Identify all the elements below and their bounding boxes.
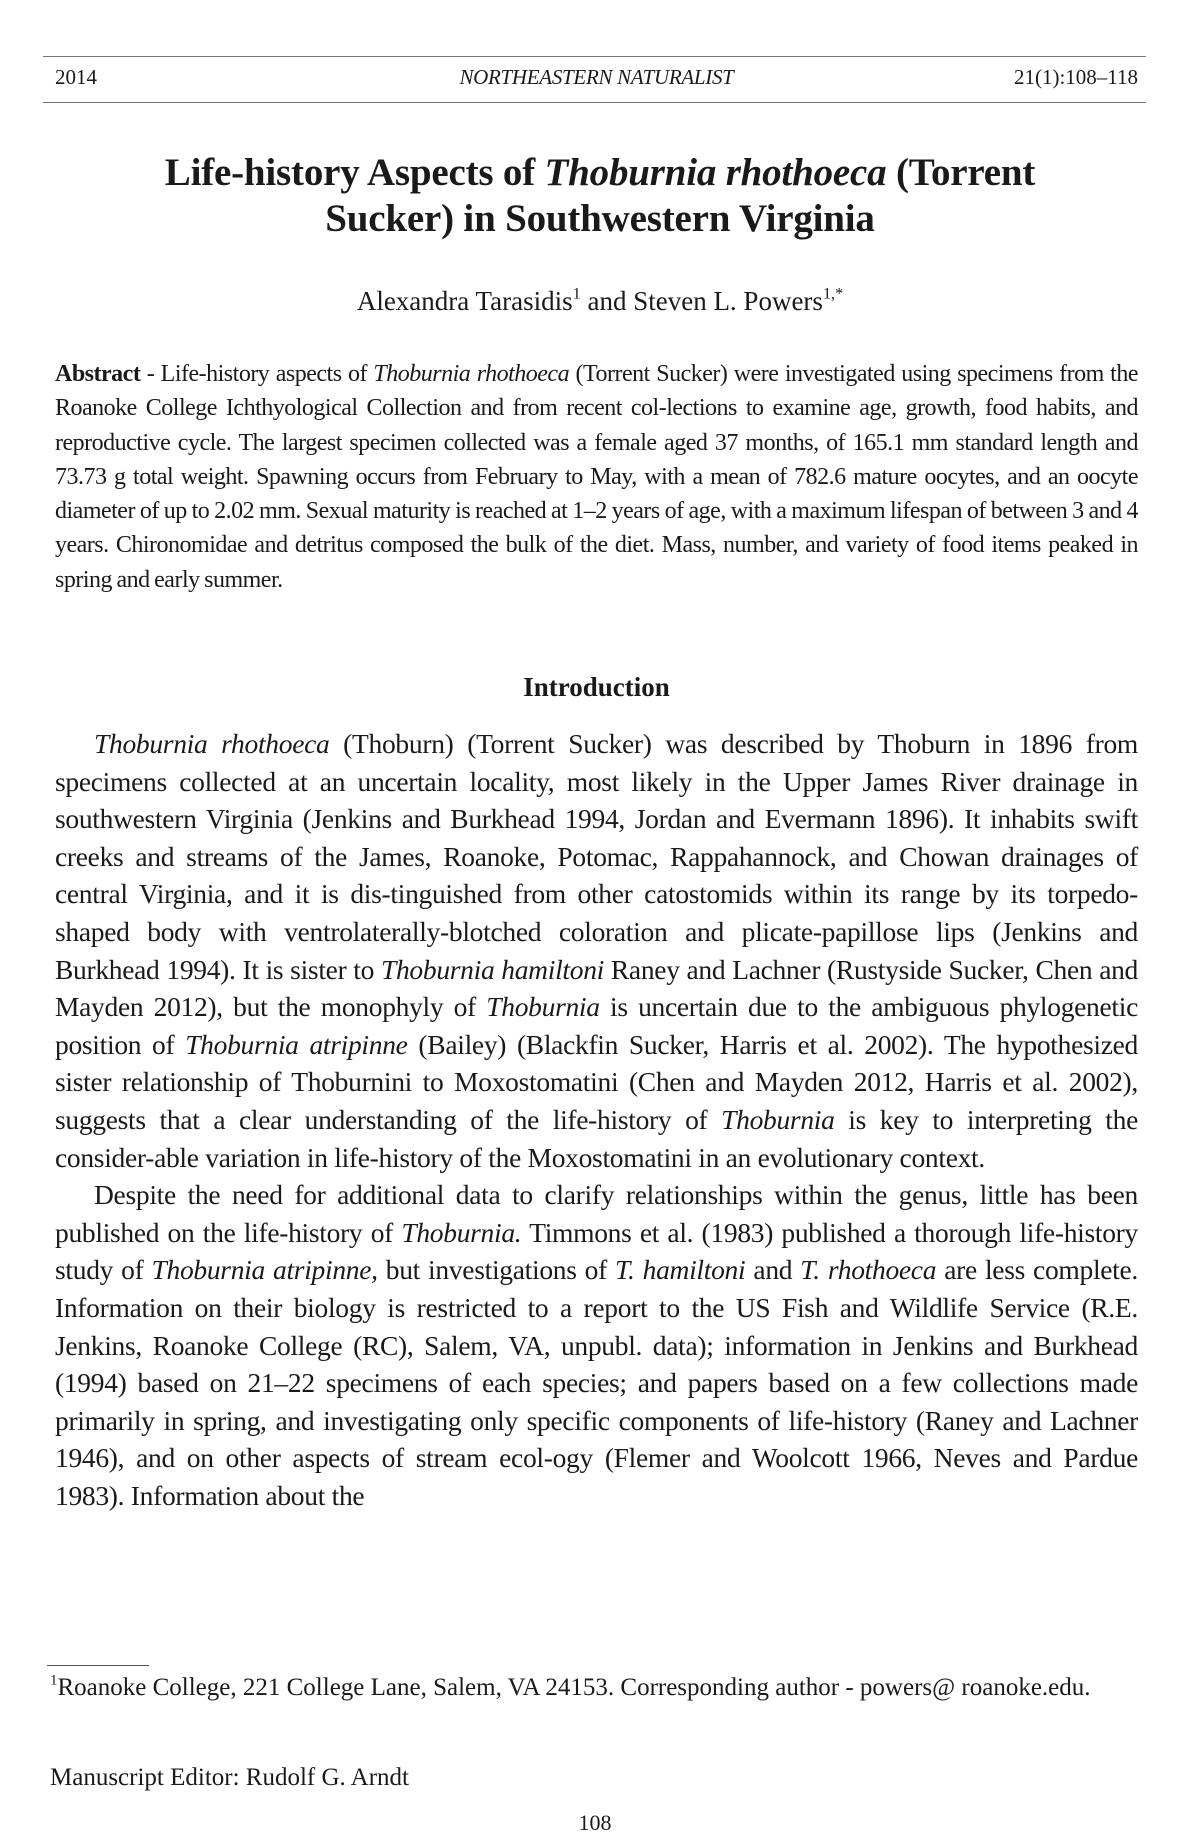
- running-head: [55, 64, 1138, 90]
- paragraph-text: Despite the need for additional data to clarify relationships within the genus, little has been published on the life-history of: [55, 1179, 1138, 1248]
- header-rule-top: [43, 56, 1146, 57]
- affiliation-footnote: [50, 1670, 1140, 1706]
- author-name: Steven L. Powers: [633, 286, 823, 316]
- genus-name: Thoburnia: [486, 991, 600, 1023]
- paragraph-text: Timmons et al. (1983) published a thorough life-history study of: [55, 1216, 1138, 1286]
- abstract: [55, 357, 1138, 597]
- abstract-text: Life-history aspects of: [160, 361, 374, 387]
- affiliation-marker: 1,*: [822, 284, 844, 303]
- paragraph-text: Raney and Lachner (Rustyside Sucker, Chen and Mayden 2012), but the monophyly of: [55, 953, 1138, 1023]
- abstract-label: Abstract: [55, 361, 141, 387]
- journal-citation: 21(1):108–118: [1013, 65, 1138, 89]
- paragraph-text: is key to interpreting the consider-able variation in life-history of the Moxostomatini in an evolutionary context.: [55, 1103, 1138, 1173]
- title-species: Thoburnia rhothoeca: [544, 151, 887, 194]
- article-title: [80, 150, 1120, 242]
- author-conjunction: and: [580, 286, 634, 316]
- species-name: T. hamiltoni: [615, 1254, 746, 1286]
- manuscript-editor: Manuscript Editor: Rudolf G. Arndt: [50, 1764, 409, 1791]
- footnote-divider: [47, 1665, 149, 1666]
- footnote-marker: 1: [50, 1672, 58, 1689]
- abstract-separator: -: [140, 361, 161, 387]
- title-text-line2: Sucker) in Southwestern Virginia: [325, 197, 875, 240]
- genus-name: Thoburnia: [721, 1103, 835, 1135]
- species-name: Thoburnia atripinne: [185, 1028, 408, 1060]
- genus-name: Thoburnia.: [401, 1216, 522, 1248]
- journal-year: 2014: [55, 65, 97, 89]
- header-rule-bottom: [43, 102, 1146, 103]
- abstract-species: Thoburnia rhothoeca: [373, 361, 570, 387]
- paragraph-text: is uncertain due to the ambiguous phylogenetic position of: [55, 991, 1139, 1060]
- abstract-text: (Torrent Sucker) were investigated using specimens from the Roanoke College Ichthyological Collection and from recent col-lections to examine age, growth, food habits, and reproductive cycle. The largest specimen collected was a female aged 37 months, of 165.1 mm standard length and 73.73 g total weight. Spawning occurs from February to May, with a mean of 782.6 mature oocytes, and an oocyte diameter of up to 2.02 mm. Sexual maturity is reached at 1–2 years of age, with a maximum lifespan of between 3 and 4 years. Chironomidae and detritus composed the bulk of the diet. Mass, number, and variety of food items peaked in spring and early summer.: [55, 361, 1139, 593]
- introduction-body: [55, 725, 1138, 1514]
- journal-name: NORTHEASTERN NATURALIST: [459, 65, 734, 89]
- page-number: 108: [578, 1810, 612, 1835]
- footnote-text: Roanoke College, 221 College Lane, Salem, VA 24153. Corresponding author - powers@ roanoke.edu.: [57, 1674, 1091, 1701]
- species-name: T. rhothoeca: [800, 1254, 937, 1286]
- title-text: (Torrent: [886, 151, 1036, 194]
- section-heading-introduction: Introduction: [523, 672, 670, 702]
- paragraph-text: are less complete. Information on their biology is restricted to a report to the US Fish and Wildlife Service (R.E. Jenkins, Roanoke College (RC), Salem, VA, unpubl. data); information in Jenkins and Burkhead (1994) based on 21–22 specimens of each species; and papers based on a few collections made primarily in spring, and investigating only specific components of life-history (Raney and Lachner 1946), and on other aspects of stream ecol-ogy (Flemer and Woolcott 1966, Neves and Pardue 1983). Information about the: [55, 1254, 1139, 1511]
- affiliation-marker: 1: [572, 284, 581, 303]
- species-name: Thoburnia rhothoeca: [94, 728, 330, 759]
- species-name: Thoburnia hamiltoni: [380, 953, 605, 985]
- author-list: [80, 284, 1120, 318]
- title-text: Life-history Aspects of: [164, 151, 545, 194]
- author-name: Alexandra Tarasidis: [356, 286, 573, 316]
- species-name: Thoburnia atripinne,: [151, 1254, 378, 1286]
- paragraph-text: and: [745, 1254, 801, 1286]
- paragraph: [55, 725, 1138, 1176]
- paragraph-text: (Bailey) (Blackfin Sucker, Harris et al. 2002). The hypothesized sister relationship of Thoburnini to Moxostomatini (Chen and Mayden 2012, Harris et al. 2002), suggests that a clear understanding of the life-history of: [55, 1028, 1138, 1135]
- paragraph-text: (Thoburn) (Torrent Sucker) was described by Thoburn in 1896 from specimens collected at an uncertain locality, most likely in the Upper James River drainage in southwestern Virginia (Jenkins and Burkhead 1994, Jordan and Evermann 1896). It inhabits swift creeks and streams of the James, Roanoke, Potomac, Rappahannock, and Chowan drainages of central Virginia, and it is dis-tinguished from other catostomids within its range by its torpedo-shaped body with ventrolaterally-blotched coloration and plicate-papillose lips (Jenkins and Burkhead 1994). It is sister to: [55, 728, 1138, 985]
- paragraph: [55, 1176, 1138, 1514]
- paragraph-text: but investigations of: [377, 1254, 616, 1286]
